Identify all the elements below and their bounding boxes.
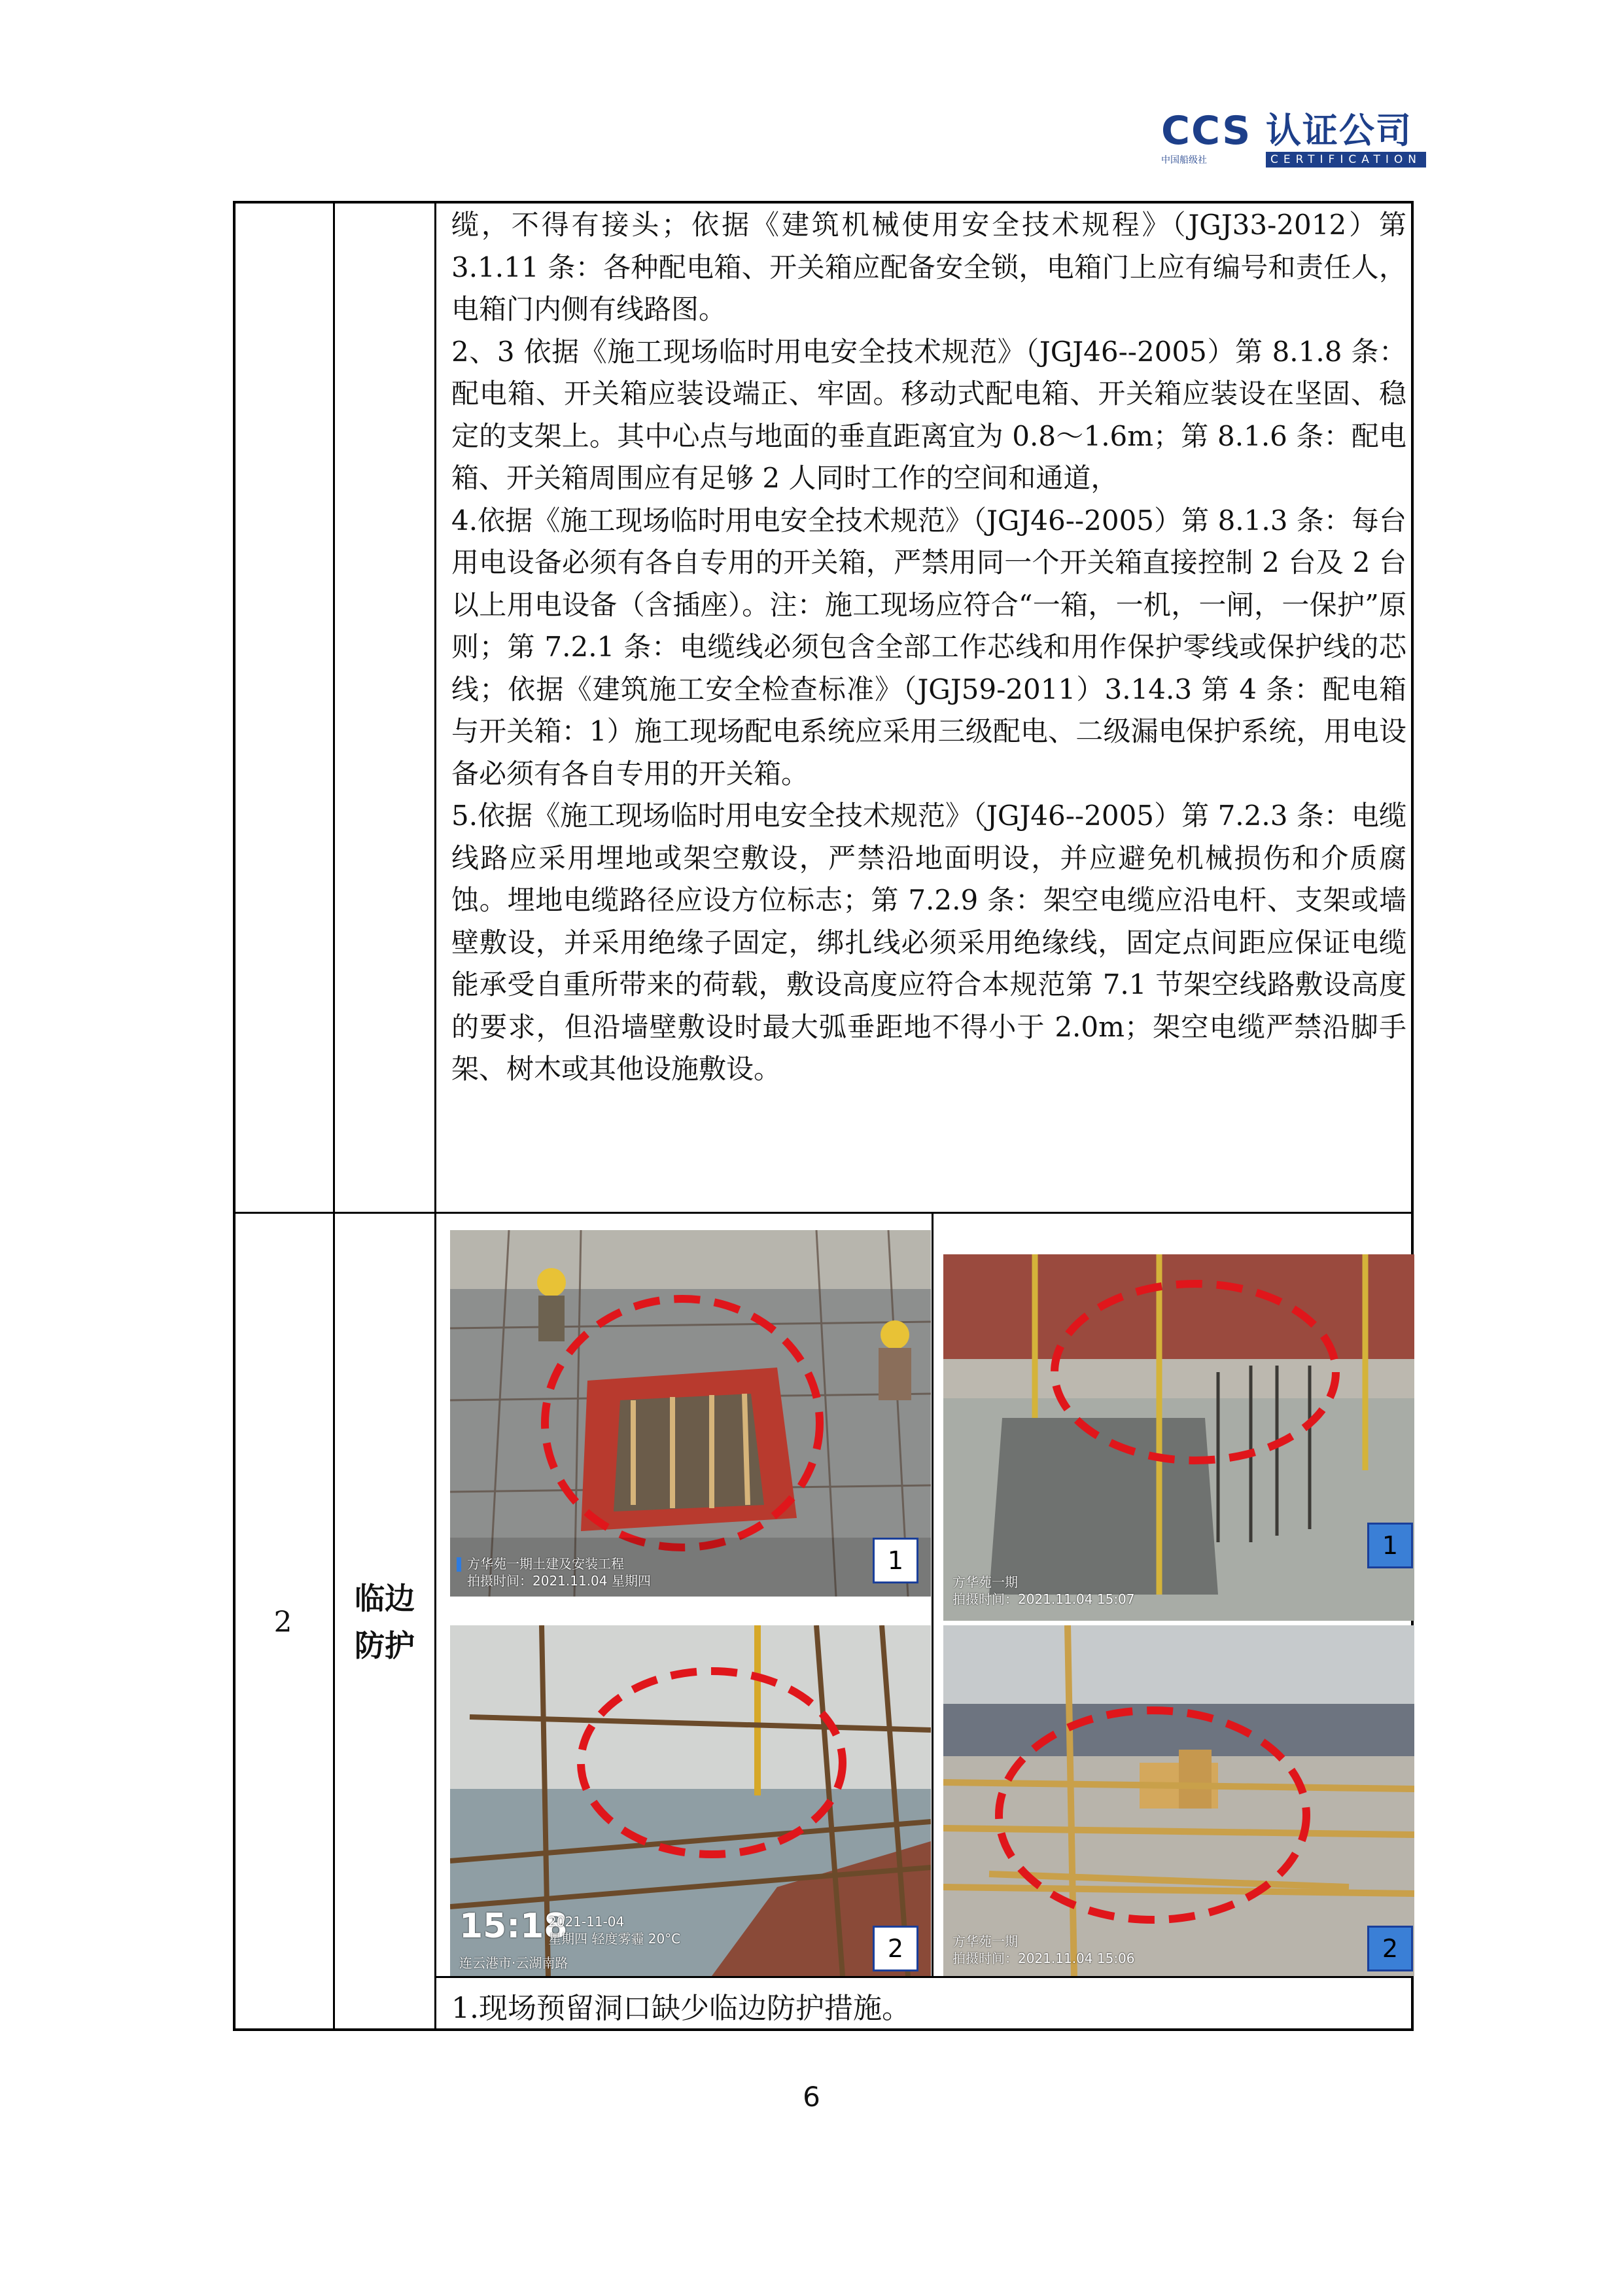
photo-watermark-place: 连云港市·云湖南路 <box>459 1955 568 1971</box>
logo-cn-text: 认证公司 <box>1266 110 1412 151</box>
regulation-paragraph: 5.依据《施工现场临时用电安全技术规范》（JGJ46--2005）第 7.2.3 条：电缆线路应采用埋地或架空敷设，严禁沿地面明设，并应避免机械损伤和介质腐蚀。埋地电缆路径应设方位标志；第 7.2.9 条：架空电缆应沿电杆、支架或墙壁敷设，并采用绝缘子固定，绑扎线必须采用绝缘线，固定点间距应保证电缆能承受自重所带来的荷载，敷设高度应符合本规范第 7.1 节架空线路敷设高度的要求，但沿墙壁敷设时最大弧垂距地不得小于 2.0m；架空电缆严禁沿脚手架、树木或其他设施敷设。 <box>451 800 1406 1085</box>
site-photo-2 <box>943 1254 1414 1621</box>
photo-watermark: 方华苑一期 拍摄时间：2021.11.04 15:06 <box>952 1934 1135 1966</box>
photo-label: 2 <box>873 1926 918 1971</box>
photo-bottom-divider <box>434 1976 1414 1978</box>
category-cell <box>335 1214 434 2030</box>
row-number: 2 <box>273 1605 292 1639</box>
photo-watermark: 15:18 <box>459 1907 568 1946</box>
photo-watermark: 方华苑一期 拍摄时间：2021.11.04 15:07 <box>952 1574 1135 1607</box>
regulation-text <box>451 204 1406 1091</box>
photo-watermark-details: 2021-11-04 星期四 轻度雾霾 20°C <box>548 1914 681 1947</box>
category-line: 防护 <box>355 1628 415 1663</box>
finding-text: 1.现场预留洞口缺少临边防护措施。 <box>451 1992 911 2025</box>
site-photo-3 <box>450 1625 931 1976</box>
category-line: 临边 <box>355 1581 415 1616</box>
regulation-paragraph: 缆，不得有接头；依据《建筑机械使用安全技术规程》（JGJ33-2012）第 3.1.11 条：各种配电箱、开关箱应配备安全锁，电箱门上应有编号和责任人，电箱门内侧有线路图。 <box>451 209 1406 325</box>
regulation-paragraph: 2、3 依据《施工现场临时用电安全技术规范》（JGJ46--2005）第 8.1.8 条：配电箱、开关箱应装设端正、牢固。移动式配电箱、开关箱应装设在坚固、稳定的支架上。其中心点与地面的垂直距离宜为 0.8～1.6m；第 8.1.6 条：配电箱、开关箱周围应有足够 2 人同时工作的空间和通道， <box>451 335 1406 494</box>
photo-label: 1 <box>1367 1523 1413 1568</box>
photo-watermark: 方华苑一期土建及安装工程 拍摄时间：2021.11.04 星期四 <box>467 1556 651 1589</box>
row-number-cell <box>233 1214 333 2030</box>
site-photo-1 <box>450 1230 931 1597</box>
regulation-paragraph: 4.依据《施工现场临时用电安全技术规范》（JGJ46--2005）第 8.1.3 条：每台用电设备必须有各自专用的开关箱，严禁用同一个开关箱直接控制 2 台及 2 台以上用电设备（含插座）。注：施工现场应符合“一箱，一机，一闸，一保护”原则；第 7.2.1 条：电缆线必须包含全部工作芯线和用作保护零线或保护线的芯线；依据《建筑施工安全检查标准》（JGJ59-2011）3.14.3 第 4 条：配电箱与开关箱：1）施工现场配电系统应采用三级配电、二级漏电保护系统，用电设备必须有各自专用的开关箱。 <box>451 504 1406 790</box>
photo-col-divider <box>932 1212 934 1977</box>
logo-certification-bar: CERTIFICATION <box>1266 152 1426 168</box>
photo-label: 1 <box>873 1538 918 1583</box>
col-divider-2 <box>434 201 436 2031</box>
page-number: 6 <box>803 2081 820 2113</box>
site-photo-4 <box>943 1625 1414 1976</box>
logo-subtext: 中国船级社 <box>1161 155 1207 166</box>
logo-ccs-text: CCS <box>1161 108 1252 154</box>
company-logo <box>1161 108 1429 173</box>
photo-label: 2 <box>1367 1926 1413 1971</box>
